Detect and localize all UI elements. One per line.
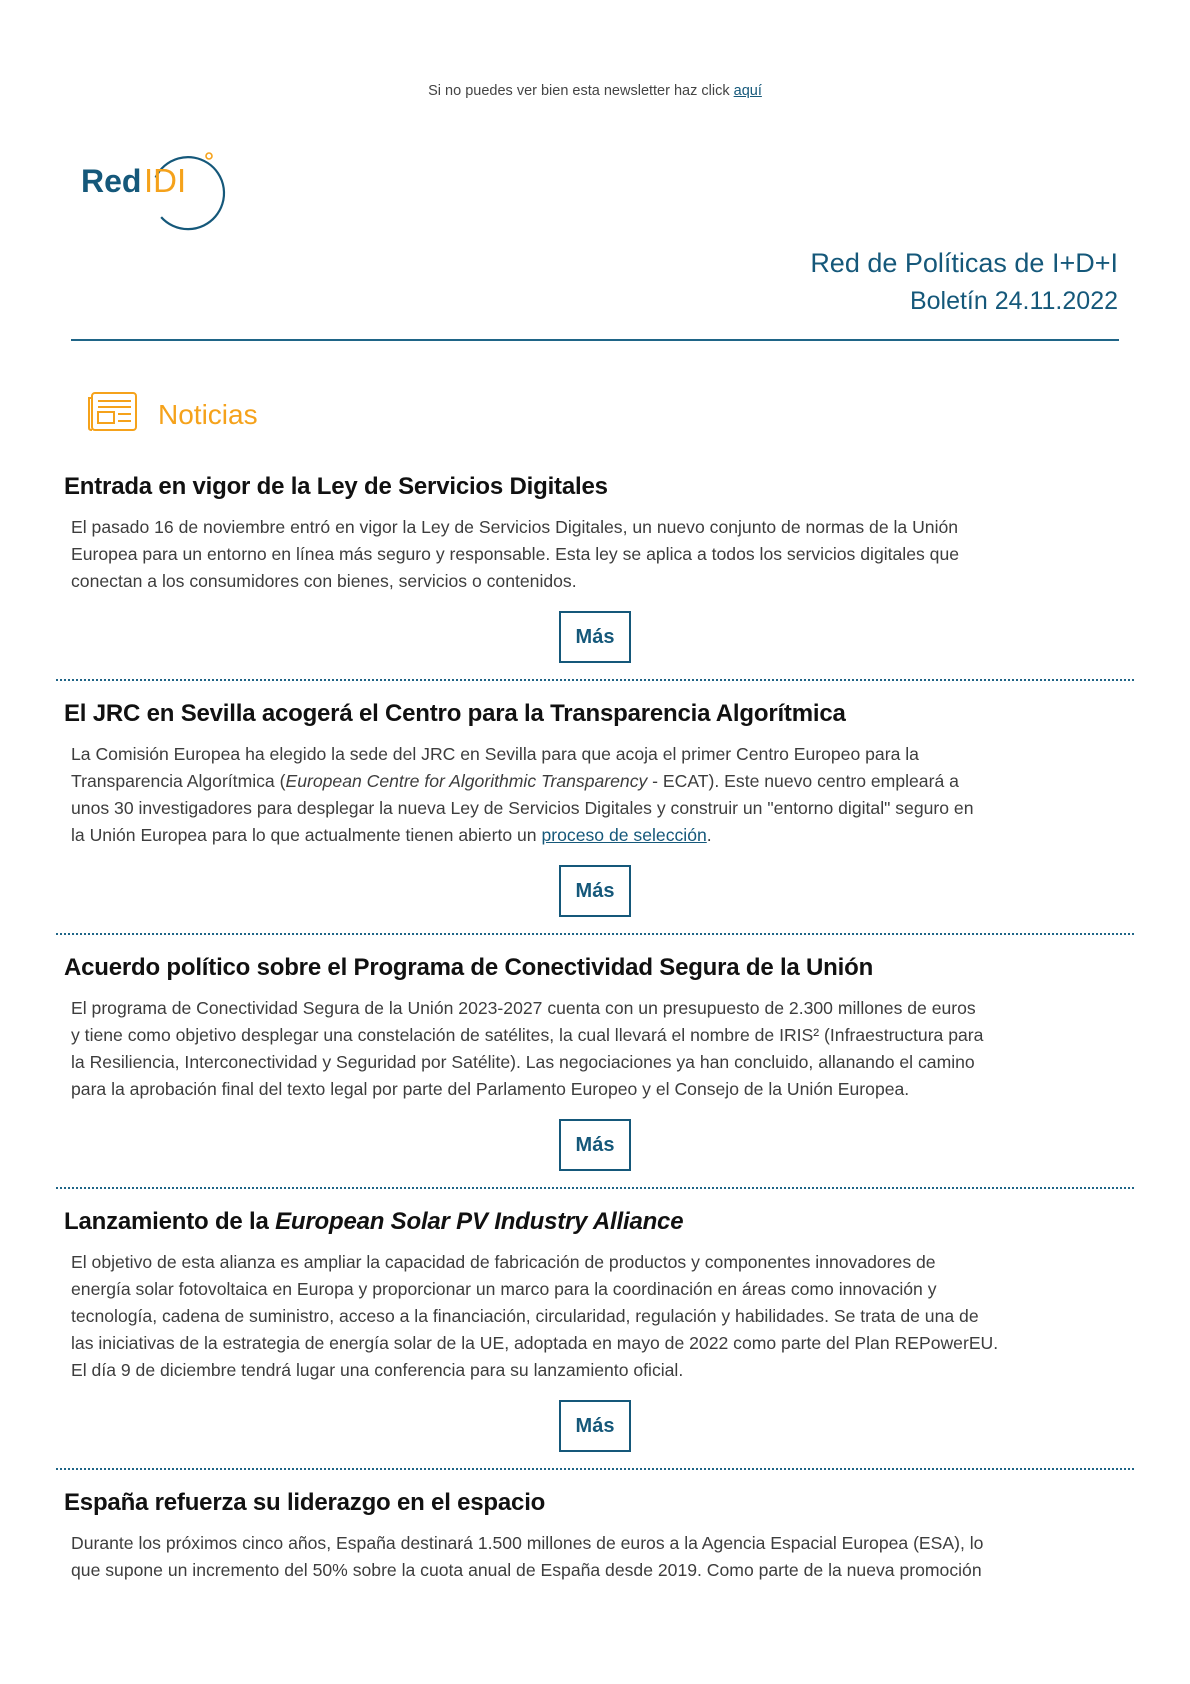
read-more-button[interactable]: Más [559, 865, 631, 917]
newsletter-title: Red de Políticas de I+D+I [810, 248, 1118, 278]
news-body [71, 1530, 1134, 1584]
news-title[interactable] [64, 471, 1134, 503]
text-segment: la Unión Europea para lo que actualmente tienen abierto un [71, 825, 542, 845]
news-title[interactable] [64, 1487, 1134, 1519]
news-title[interactable] [64, 952, 1134, 984]
body-line [71, 568, 1134, 595]
news-body [71, 514, 1134, 595]
body-line [71, 1049, 1134, 1076]
inline-link[interactable]: proceso de selección [541, 825, 707, 845]
body-line [71, 1076, 1134, 1103]
read-more-button[interactable]: Más [559, 1400, 631, 1452]
body-line [71, 822, 1134, 849]
body-line [71, 1022, 1134, 1049]
text-segment: las iniciativas de la estrategia de energía solar de la UE, adoptada en mayo de 2022 como parte del Plan REPowerEU. [71, 1333, 999, 1353]
text-segment: - ECAT). Este nuevo centro empleará a [647, 771, 959, 791]
text-segment: Durante los próximos cinco años, España destinará 1.500 millones de euros a la Agencia Espacial Europea (ESA), lo [71, 1533, 984, 1553]
news-item [56, 952, 1134, 1189]
dotted-divider [56, 933, 1134, 935]
text-segment: Acuerdo político sobre el Programa de Conectividad Segura de la Unión [64, 954, 874, 981]
view-online-text: Si no puedes ver bien esta newsletter haz click [428, 83, 734, 99]
news-body [71, 741, 1134, 849]
body-line [71, 1557, 1134, 1584]
text-segment: European Centre for Algorithmic Transparency [285, 771, 648, 791]
body-line [71, 1330, 1134, 1357]
text-segment: tecnología, cadena de suministro, acceso a la financiación, circularidad, regulación y habilidades. Se trata de una de [71, 1306, 979, 1326]
body-line [71, 1276, 1134, 1303]
body-line [71, 1530, 1134, 1557]
text-segment: energía solar fotovoltaica en Europa y proporcionar un marco para la coordinación en áreas como innovación y [71, 1279, 937, 1299]
news-list [56, 471, 1134, 1584]
text-segment: . [706, 825, 712, 845]
body-line [71, 541, 1134, 568]
news-item [56, 1206, 1134, 1470]
svg-text:IDI: IDI [144, 162, 187, 199]
read-more-button[interactable]: Más [559, 611, 631, 663]
body-line [71, 1303, 1134, 1330]
text-segment: La Comisión Europea ha elegido la sede del JRC en Sevilla para que acoja el primer Centro Europeo para la [71, 744, 919, 764]
text-segment: El JRC en Sevilla acogerá el Centro para la Transparencia Algorítmica [64, 700, 846, 727]
newsletter-date: Boletín 24.11.2022 [909, 287, 1118, 315]
dotted-divider [56, 679, 1134, 681]
news-item [56, 471, 1134, 681]
newspaper-icon [88, 392, 138, 437]
body-line [71, 768, 1134, 795]
body-line [71, 795, 1134, 822]
text-segment: European Solar PV Industry Alliance [275, 1208, 684, 1235]
dotted-divider [56, 1187, 1134, 1189]
dotted-divider [56, 1468, 1134, 1470]
body-line [71, 741, 1134, 768]
news-item [56, 698, 1134, 935]
body-line [71, 1249, 1134, 1276]
text-segment: El pasado 16 de noviembre entró en vigor la Ley de Servicios Digitales, un nuevo conjunto de normas de la Unión [71, 517, 959, 537]
redidi-logo[interactable] [78, 150, 238, 234]
text-segment: El programa de Conectividad Segura de la Unión 2023-2027 cuenta con un presupuesto de 2.300 millones de euros [71, 998, 976, 1018]
svg-text:Red: Red [81, 163, 142, 199]
news-item [56, 1487, 1134, 1584]
view-online-note [0, 83, 1190, 99]
news-body [71, 1249, 1134, 1384]
body-line [71, 514, 1134, 541]
text-segment: Transparencia Algorítmica ( [71, 771, 286, 791]
view-online-link[interactable]: aquí [733, 83, 762, 99]
text-segment: Europea para un entorno en línea más seguro y responsable. Esta ley se aplica a todos los servicios digitales que [71, 544, 960, 564]
news-body [71, 995, 1134, 1103]
text-segment: El día 9 de diciembre tendrá lugar una conferencia para su lanzamiento oficial. [71, 1360, 684, 1380]
text-segment: y tiene como objetivo desplegar una constelación de satélites, la cual llevará el nombre de IRIS² (Infraestructura para [71, 1025, 984, 1045]
newsletter-header [810, 244, 1118, 320]
section-header-noticias [88, 392, 258, 437]
body-line [71, 995, 1134, 1022]
text-segment: Entrada en vigor de la Ley de Servicios Digitales [64, 473, 608, 500]
text-segment: que supone un incremento del 50% sobre la cuota anual de España desde 2019. Como parte de la nueva promoción [71, 1560, 982, 1580]
body-line [71, 1357, 1134, 1384]
news-title[interactable] [64, 698, 1134, 730]
text-segment: El objetivo de esta alianza es ampliar la capacidad de fabricación de productos y componentes innovadores de [71, 1252, 936, 1272]
text-segment: Lanzamiento de la [64, 1208, 276, 1235]
text-segment: para la aprobación final del texto legal por parte del Parlamento Europeo y el Consejo de la Unión Europea. [71, 1079, 910, 1099]
text-segment: la Resiliencia, Interconectividad y Seguridad por Satélite). Las negociaciones ya han concluido, allanando el camino [71, 1052, 975, 1072]
text-segment: unos 30 investigadores para desplegar la nueva Ley de Servicios Digitales y construir un "entorno digital" seguro en [71, 798, 974, 818]
text-segment: conectan a los consumidores con bienes, servicios o contenidos. [71, 571, 577, 591]
read-more-button[interactable]: Más [559, 1119, 631, 1171]
text-segment: España refuerza su liderazgo en el espacio [64, 1489, 546, 1516]
news-title[interactable] [64, 1206, 1134, 1238]
header-divider [71, 339, 1119, 341]
section-title: Noticias [158, 398, 258, 430]
